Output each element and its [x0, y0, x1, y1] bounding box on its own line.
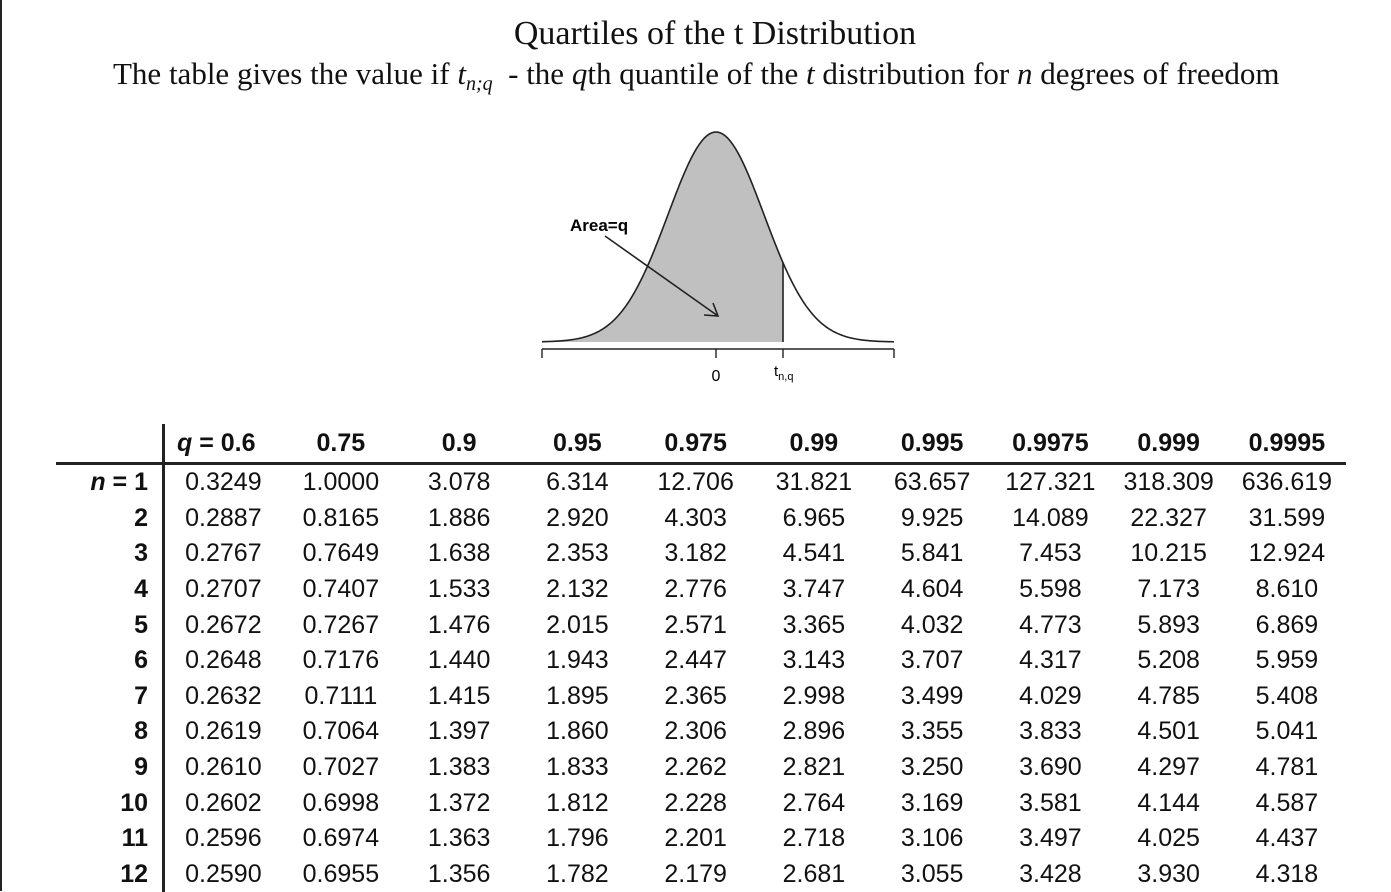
table-cell: 3.497 [991, 821, 1109, 857]
column-header: 0.9975 [991, 424, 1109, 464]
table-cell: 0.6974 [282, 821, 400, 857]
table-cell: 1.638 [400, 536, 518, 572]
table-cell: 0.6955 [282, 857, 400, 892]
column-header: 0.95 [518, 424, 636, 464]
table-row [56, 464, 1346, 501]
table-cell: 2.201 [637, 821, 755, 857]
table-cell: 14.089 [991, 501, 1109, 537]
table-cell: 4.318 [1228, 857, 1346, 892]
table-cell: 1.796 [518, 821, 636, 857]
table-cell: 3.581 [991, 785, 1109, 821]
table-cell: 1.415 [400, 679, 518, 715]
table-row [56, 785, 1346, 821]
subtitle-mid1: - the [493, 56, 572, 91]
column-header: 0.9995 [1228, 424, 1346, 464]
table-cell: 10.215 [1110, 536, 1228, 572]
table-cell: 0.7027 [282, 750, 400, 786]
table-cell: 3.055 [873, 857, 991, 892]
table-cell: 0.7176 [282, 643, 400, 679]
column-header: 0.99 [755, 424, 873, 464]
table-cell: 0.7267 [282, 607, 400, 643]
left-border [0, 0, 2, 891]
table-cell: 1.372 [400, 785, 518, 821]
table-cell: 2.821 [755, 750, 873, 786]
row-header: 11 [56, 821, 164, 857]
table-cell: 3.182 [637, 536, 755, 572]
title-text: Quartiles of the t Distribution [514, 15, 916, 52]
table-cell: 63.657 [873, 464, 991, 501]
subtitle-mid3: distribution for [815, 56, 1017, 91]
column-header: 0.999 [1110, 424, 1228, 464]
row-header-n: n [90, 468, 105, 496]
table-cell: 1.0000 [282, 464, 400, 501]
table-row [56, 572, 1346, 608]
table-cell: 0.2707 [164, 572, 282, 608]
table-cell: 4.781 [1228, 750, 1346, 786]
table-cell: 0.7111 [282, 679, 400, 715]
table-cell: 5.041 [1228, 714, 1346, 750]
table-cell: 4.032 [873, 607, 991, 643]
row-header: 2 [56, 501, 164, 537]
subtitle-mid2: th quantile of the [587, 56, 806, 91]
table-cell: 2.179 [637, 857, 755, 892]
table-cell: 1.943 [518, 643, 636, 679]
table-cell: 4.501 [1110, 714, 1228, 750]
table-cell: 4.773 [991, 607, 1109, 643]
table-cell: 2.920 [518, 501, 636, 537]
table-cell: 3.930 [1110, 857, 1228, 892]
row-header: 5 [56, 607, 164, 643]
subtitle-post: degrees of freedom [1032, 56, 1279, 91]
table-cell: 0.2596 [164, 821, 282, 857]
table-cell: 0.2619 [164, 714, 282, 750]
table-cell: 1.860 [518, 714, 636, 750]
table-cell: 2.776 [637, 572, 755, 608]
table-cell: 2.132 [518, 572, 636, 608]
table-cell: 7.453 [991, 536, 1109, 572]
tnq-label [774, 363, 793, 383]
table-cell: 2.262 [637, 750, 755, 786]
table-cell: 8.610 [1228, 572, 1346, 608]
table-row [56, 643, 1346, 679]
table-row [56, 714, 1346, 750]
table-cell: 3.365 [755, 607, 873, 643]
table-cell: 0.2602 [164, 785, 282, 821]
table-body [56, 464, 1346, 892]
shaded-area [542, 132, 783, 342]
table-cell: 4.029 [991, 679, 1109, 715]
table-cell: 318.309 [1110, 464, 1228, 501]
table-row [56, 679, 1346, 715]
table-cell: 1.363 [400, 821, 518, 857]
table-cell: 1.833 [518, 750, 636, 786]
column-header: 0.75 [282, 424, 400, 464]
area-label: Area=q [570, 216, 628, 235]
row-header [56, 464, 164, 501]
table-cell: 3.078 [400, 464, 518, 501]
table-cell: 0.7064 [282, 714, 400, 750]
table-cell: 3.106 [873, 821, 991, 857]
row-header: 9 [56, 750, 164, 786]
page-subtitle [113, 54, 1280, 104]
table-cell: 7.173 [1110, 572, 1228, 608]
table-cell: 1.476 [400, 607, 518, 643]
table-cell: 5.408 [1228, 679, 1346, 715]
table-cell: 636.619 [1228, 464, 1346, 501]
table-cell: 2.896 [755, 714, 873, 750]
table-cell: 0.8165 [282, 501, 400, 537]
table-cell: 0.7407 [282, 572, 400, 608]
table-cell: 1.440 [400, 643, 518, 679]
subtitle-q: q [572, 56, 588, 91]
table-cell: 31.821 [755, 464, 873, 501]
table-cell: 4.587 [1228, 785, 1346, 821]
table-cell: 2.015 [518, 607, 636, 643]
table-cell: 5.598 [991, 572, 1109, 608]
column-header: 0.975 [637, 424, 755, 464]
column-header: 0.9 [400, 424, 518, 464]
corner-cell [56, 424, 164, 464]
subtitle-t-sub: n;q [466, 73, 493, 95]
table-cell: 3.143 [755, 643, 873, 679]
table-cell: 0.7649 [282, 536, 400, 572]
table-cell: 4.541 [755, 536, 873, 572]
table-cell: 31.599 [1228, 501, 1346, 537]
table-cell: 2.365 [637, 679, 755, 715]
table-cell: 0.2672 [164, 607, 282, 643]
table-cell: 127.321 [991, 464, 1109, 501]
table-cell: 6.869 [1228, 607, 1346, 643]
subtitle-pre: The table gives the value if [113, 56, 457, 91]
table-cell: 0.2648 [164, 643, 282, 679]
table-cell: 2.353 [518, 536, 636, 572]
row-header: 6 [56, 643, 164, 679]
table-row [56, 501, 1346, 537]
table-cell: 3.250 [873, 750, 991, 786]
row-header: 3 [56, 536, 164, 572]
table-cell: 0.3249 [164, 464, 282, 501]
table-cell: 4.437 [1228, 821, 1346, 857]
table-cell: 2.447 [637, 643, 755, 679]
table-cell: 2.718 [755, 821, 873, 857]
table-cell: 1.533 [400, 572, 518, 608]
subtitle-t2: t [806, 56, 815, 91]
column-header-value: = 0.6 [192, 429, 255, 457]
table-cell: 5.841 [873, 536, 991, 572]
table-row [56, 607, 1346, 643]
tnq-label-sub: n,q [778, 371, 793, 383]
table-cell: 12.706 [637, 464, 755, 501]
table-cell: 5.208 [1110, 643, 1228, 679]
page-title [0, 14, 1391, 54]
table-cell: 1.886 [400, 501, 518, 537]
row-header: 4 [56, 572, 164, 608]
table-cell: 9.925 [873, 501, 991, 537]
table-cell: 3.169 [873, 785, 991, 821]
table-cell: 2.228 [637, 785, 755, 821]
table-cell: 1.812 [518, 785, 636, 821]
table-cell: 2.998 [755, 679, 873, 715]
column-header: 0.995 [873, 424, 991, 464]
table-cell: 12.924 [1228, 536, 1346, 572]
table-row [56, 536, 1346, 572]
table-cell: 3.428 [991, 857, 1109, 892]
table-cell: 6.965 [755, 501, 873, 537]
row-header: 7 [56, 679, 164, 715]
table-cell: 2.571 [637, 607, 755, 643]
table-cell: 1.397 [400, 714, 518, 750]
table-cell: 1.895 [518, 679, 636, 715]
row-header: 12 [56, 857, 164, 892]
row-header: 10 [56, 785, 164, 821]
table-cell: 0.2632 [164, 679, 282, 715]
table-cell: 2.764 [755, 785, 873, 821]
zero-label: 0 [712, 368, 721, 385]
row-header-value: = 1 [106, 468, 148, 496]
table-cell: 4.604 [873, 572, 991, 608]
subtitle-t: t [457, 56, 466, 91]
table-row [56, 857, 1346, 892]
table-cell: 4.785 [1110, 679, 1228, 715]
table-cell: 5.959 [1228, 643, 1346, 679]
tnq-label-t: t [774, 363, 779, 380]
table-cell: 4.297 [1110, 750, 1228, 786]
table-cell: 1.356 [400, 857, 518, 892]
table-cell: 2.681 [755, 857, 873, 892]
table-cell: 0.2610 [164, 750, 282, 786]
row-header: 8 [56, 714, 164, 750]
quantile-table [56, 424, 1346, 892]
table-cell: 4.317 [991, 643, 1109, 679]
column-header-q: q [177, 429, 192, 457]
table-cell: 1.383 [400, 750, 518, 786]
table-cell: 0.2767 [164, 536, 282, 572]
table-cell: 4.144 [1110, 785, 1228, 821]
table-cell: 22.327 [1110, 501, 1228, 537]
table-cell: 0.6998 [282, 785, 400, 821]
table-cell: 3.833 [991, 714, 1109, 750]
column-header [164, 424, 282, 464]
table-cell: 4.303 [637, 501, 755, 537]
table-cell: 6.314 [518, 464, 636, 501]
table-cell: 3.499 [873, 679, 991, 715]
header-row [56, 424, 1346, 464]
subtitle-n: n [1017, 56, 1033, 91]
table-cell: 0.2887 [164, 501, 282, 537]
table-cell: 2.306 [637, 714, 755, 750]
table-cell: 5.893 [1110, 607, 1228, 643]
table-cell: 1.782 [518, 857, 636, 892]
table-row [56, 821, 1346, 857]
table-cell: 3.690 [991, 750, 1109, 786]
table-row [56, 750, 1346, 786]
table-cell: 4.025 [1110, 821, 1228, 857]
table-cell: 0.2590 [164, 857, 282, 892]
table-cell: 3.355 [873, 714, 991, 750]
table-cell: 3.707 [873, 643, 991, 679]
table-cell: 3.747 [755, 572, 873, 608]
t-distribution-figure [530, 118, 910, 388]
